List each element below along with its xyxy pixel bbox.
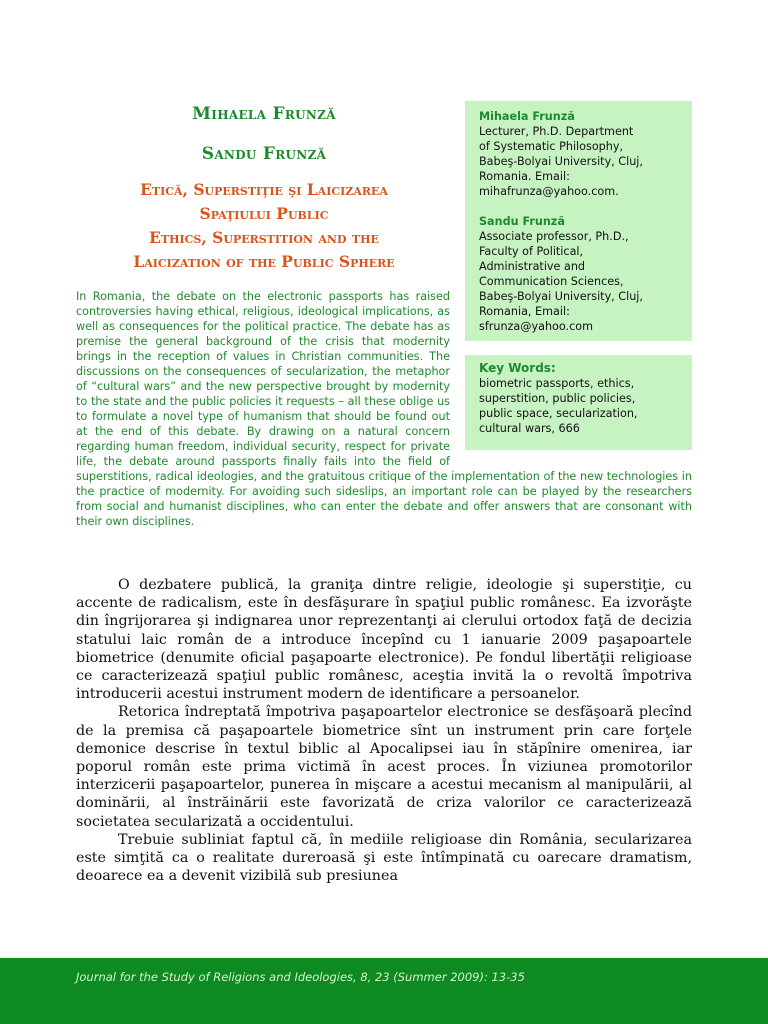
article-body	[76, 576, 692, 885]
box-author-second-line: Associate professor, Ph.D.,	[479, 230, 629, 243]
title-line-en-2: Laicization of the Public Sphere	[133, 252, 395, 271]
box-author-first-line: Lecturer, Ph.D. Department	[479, 125, 634, 138]
journal-citation: Journal for the Study of Religions and Ideologies, 8, 23 (Summer 2009): 13-35	[76, 970, 525, 984]
box-author-first-line: Babeş-Bolyai University, Cluj,	[479, 155, 643, 168]
title-line-ro-1: Etică, Superstiţie şi Laicizarea	[140, 180, 388, 199]
body-paragraph: O dezbatere publică, la graniţa dintre religie, ideologie şi superstiţie, cu accente de radicalism, este în desfăşurare în spaţiul public românesc. Ea izvorăşte din îngrijorarea şi indignarea unor reprezentanţi ai clerului ortodox faţă de decizia statului laic român de a introduce începînd cu 1 ianuarie 2009 paşapoartele biometrice (denumite oficial paşapoarte electronice). Pe fondul libertăţii religioase ce caracterizează spaţiul public românesc, aceştia invită la o revoltă împotriva introducerii acestui instrument modern de identificare a persoanelor.	[76, 577, 692, 703]
box-author-first-line: Romania. Email:	[479, 170, 570, 183]
box-author-second-line: Babeş-Bolyai University, Cluj,	[479, 290, 643, 303]
box-author-second-line: Administrative and	[479, 260, 586, 273]
body-paragraph: Retorica îndreptată împotriva paşapoartelor electronice se desfăşoară plecînd de la premisa că paşapoartele biometrice sînt un instrument prin care forţele demonice descrise în textul biblic al Apocalipsei iau în stăpînire omenirea, iar poporul român este prima victimă în acest proces. În viziunea promotorilor interzicerii paşapoartelor, punerea în mişcare a acestui mecanism al manipulării, al dominării, al înstrăinării este favorizată de criza valorilor ce caracterizează societatea secularizată a occidentului.	[76, 704, 692, 830]
box-author-second-name: Sandu Frunză	[479, 215, 565, 228]
box-author-first-line: of Systematic Philosophy,	[479, 140, 624, 153]
author-name-second: Sandu Frunză	[201, 144, 327, 164]
article-title	[80, 178, 448, 274]
author-names	[80, 103, 448, 165]
keywords-line: public space, secularization,	[479, 407, 638, 420]
title-line-en-1: Ethics, Superstition and the	[149, 228, 379, 247]
journal-footer	[0, 958, 768, 1024]
keywords-line: biometric passports, ethics,	[479, 377, 635, 390]
box-author-first-email: mihafrunza@yahoo.com.	[479, 185, 619, 198]
keywords-line: cultural wars, 666	[479, 422, 580, 435]
author-name-first: Mihaela Frunză	[192, 104, 336, 124]
body-paragraph: Trebuie subliniat faptul că, în mediile religioase din România, secularizarea este simţită ca o realitate dureroasă şi este întîmpinată cu oarecare dramatism, deoarece ea a devenit vizibilă sub presiunea	[76, 831, 692, 885]
abstract	[76, 289, 692, 529]
title-line-ro-2: Spaţiului Public	[199, 204, 329, 223]
box-author-second-line: Communication Sciences,	[479, 275, 624, 288]
box-author-first-name: Mihaela Frunză	[479, 110, 575, 123]
box-author-second-line: Faculty of Political,	[479, 245, 584, 258]
abstract-text: In Romania, the debate on the electronic passports has raised controversies having ethical, religious, ideological implications, as well as consequences for the political practice. The debate has as premise the general background of the crisis that modernity brings in the reception of values in Christian communities. The discussions on the consequences of secularization, the metaphor of “cultural wars” and the new perspective brought by modernity to the state and the public policies it requests – all these oblige us to formulate a novel type of humanism that should be found out at the end of this debate. By drawing on a natural concern regarding human freedom, individual security, respect for private life, the debate around passports finally fails into the field of superstitions, radical ideologies, and the gratuitous critique of the implementation of the new technologies in the practice of modernity. For avoiding such sideslips, an important role can be played by the researchers from social and humanist disciplines, who can enter the debate and offer answers that are consonant with their own disciplines.	[76, 290, 692, 528]
keywords-title: Key Words:	[479, 361, 556, 375]
keywords-line: superstition, public policies,	[479, 392, 636, 405]
box-author-second-line: Romania, Email:	[479, 305, 570, 318]
box-author-second-email: sfrunza@yahoo.com	[479, 320, 593, 333]
